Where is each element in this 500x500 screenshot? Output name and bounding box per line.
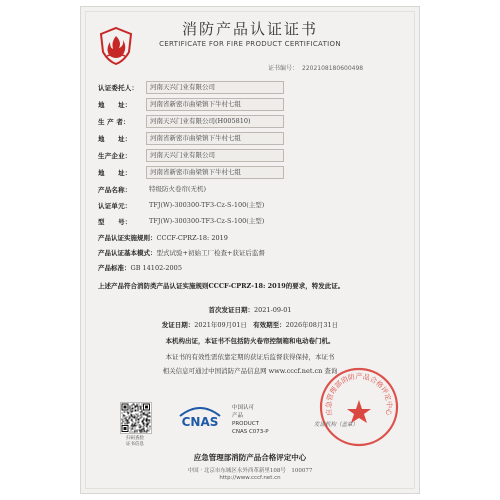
field-label: 地 址： [98, 100, 132, 109]
field-row-factory [98, 148, 284, 162]
field-row-cert-unit [98, 198, 267, 212]
certificate-title: 消防产品认证证书 [181, 20, 318, 38]
certificate-subtitle: CERTIFICATE FOR FIRE PRODUCT CERTIFICATION [159, 40, 341, 48]
issue-date-label: 发证日期： [161, 321, 195, 329]
cnas-line: CNAS C073-P [232, 429, 269, 435]
rule-label: 产品认证实施规则： [98, 234, 157, 242]
first-issue-label: 首次发证日期： [208, 306, 254, 314]
standard-line [98, 263, 182, 272]
cnas-line: 产品 [232, 413, 244, 419]
conformity-statement [98, 281, 344, 290]
field-row-product-name [98, 182, 209, 196]
qr-caption [110, 436, 160, 448]
issue-date-value: 2021年09月01日 [194, 321, 247, 329]
note-line-3: 相关信息可通过中国消防产品信息网 www.cccf.net.cn 查询 [162, 367, 338, 375]
field-label: 产品名称： [98, 185, 132, 194]
field-row-manufacturer [98, 114, 284, 128]
footer-website[interactable]: http://www.cccf.net.cn [219, 475, 281, 481]
field-label: 生产企业： [98, 151, 132, 160]
rule-value: CCCF-CPRZ-18: 2019 [156, 234, 228, 242]
cnas-line: 中国认可 [232, 405, 255, 411]
qr-caption-line: 证书信息 [126, 442, 144, 447]
valid-until-value: 2026年08月31日 [285, 321, 339, 329]
field-row-applicant [98, 80, 284, 94]
field-value: 河南天兴门业有限公司 [146, 149, 284, 162]
field-row-address [98, 165, 284, 179]
issue-valid-dates [80, 320, 420, 329]
cnas-logo [176, 402, 224, 432]
issuer-signature: 发证机构（盖章） [314, 422, 359, 428]
field-label: 认证委托人： [98, 83, 139, 92]
standard-label: 产品标准： [98, 264, 131, 272]
note-line-2: 本证书的有效性需依靠定期的获证后监督获得保持，本证书 [165, 353, 335, 361]
field-value: 河南天兴门业有限公司(H005810) [146, 115, 284, 128]
field-label: 地 址： [98, 134, 132, 143]
certificate-number-value: 2202108180600498 [302, 65, 364, 72]
first-issue-date [80, 305, 420, 314]
field-value: TFJ(W)-300300-TF3-Cz-S-100(主型) [149, 216, 265, 225]
field-label: 地 址： [98, 168, 132, 177]
field-value: TFJ(W)-300300-TF3-Cz-S-100(主型) [149, 200, 265, 209]
official-seal-stamp [318, 366, 400, 448]
standard-value: GB 14102-2005 [130, 264, 182, 272]
field-value: 特级防火卷帘(无机) [149, 184, 207, 193]
field-label: 生 产 者： [98, 117, 130, 126]
stamp-text: 应急管理部消防产品合格评定中心 [324, 372, 394, 417]
field-label: 型 号： [98, 217, 132, 226]
field-value: 河南天兴门业有限公司 [146, 81, 284, 94]
footer-organization: 应急管理部消防产品合格评定中心 [193, 453, 307, 462]
qr-code[interactable] [120, 402, 152, 434]
valid-until-label: 有效期至： [253, 321, 286, 329]
field-value: 河南省新密市曲梁镇下牛村七组 [146, 166, 284, 179]
note-line-1 [80, 336, 420, 345]
note-text: 本机构出证，本证书不包括防火卷帘控制箱和电动卷门机。 [165, 337, 335, 345]
qr-caption-line: 扫码查验 [126, 436, 144, 441]
certificate-number [268, 63, 363, 72]
field-row-address [98, 97, 284, 111]
cnas-accreditation [232, 404, 269, 436]
cnas-logo-text: CNAS [181, 415, 219, 429]
mode-line [98, 248, 265, 257]
field-label: 认证单元： [98, 201, 132, 210]
field-value: 河南省新密市曲梁镇下牛村七组 [146, 132, 284, 145]
first-issue-value: 2021-09-01 [254, 306, 292, 314]
field-row-model [98, 214, 267, 228]
footer-address: 中国 · 北京市东城区永外西革新里108号 100077 [187, 468, 313, 474]
conformity-text: 上述产品符合消防类产品认证实施规则CCCF-CPRZ-18: 2019的要求，特发此证。 [98, 282, 345, 290]
rule-line [98, 233, 228, 242]
mode-label: 产品认证基本模式： [98, 249, 157, 257]
field-value: 河南省新密市曲梁镇下牛村七组 [146, 98, 284, 111]
cnas-line: PRODUCT [232, 421, 259, 427]
mode-value: 型式试验+初始工厂检查+获证后监督 [156, 249, 265, 257]
field-row-address [98, 131, 284, 145]
certificate-number-label: 证书编号： [268, 65, 299, 72]
